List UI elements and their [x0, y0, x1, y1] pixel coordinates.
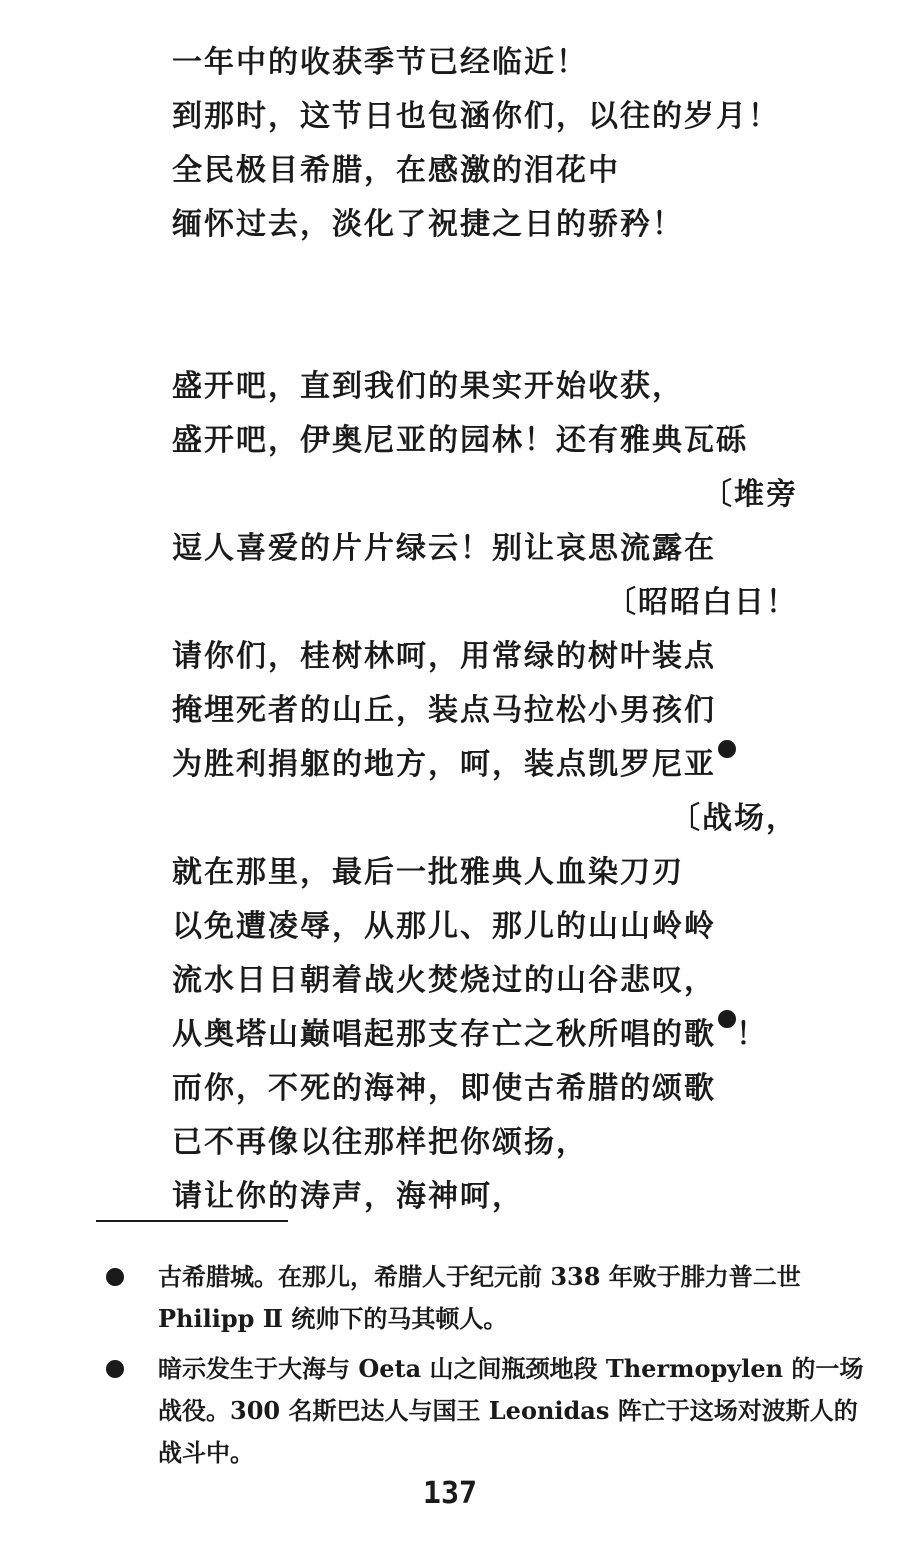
poem-line-continuation: 〔昭昭白日！: [606, 585, 798, 620]
footnote-text: 古希腊城。在那儿，希腊人于纪元前 338 年败于腓力普二世 Philipp Ⅱ 统帅下的马其顿人。: [158, 1262, 801, 1333]
poem-line-text: 为胜利捐躯的地方，呵，装点凯罗尼亚: [172, 747, 716, 782]
footnote-marker-icon: [718, 1010, 736, 1028]
footnotes: [104, 1256, 874, 1482]
footnote: [104, 1256, 874, 1340]
poem-line-with-note: [172, 1008, 832, 1062]
footnote-marker-icon: [106, 1360, 124, 1378]
poem-line: 缅怀过去，淡化了祝捷之日的骄矜！: [172, 207, 684, 242]
poem-line: 流水日日朝着战火焚烧过的山谷悲叹，: [172, 963, 716, 998]
footnote-marker-icon: [106, 1268, 124, 1286]
poem-line: 一年中的收获季节已经临近！: [172, 45, 588, 80]
poem-line-punctuation: ！: [736, 1017, 768, 1052]
poem-line-continuation: 〔堆旁: [702, 477, 798, 512]
poem-line-continuation: 〔战场，: [670, 801, 798, 836]
poem-line: 到那时，这节日也包涵你们，以往的岁月！: [172, 99, 780, 134]
poem-line: 已不再像以往那样把你颂扬，: [172, 1125, 588, 1160]
footnote: [104, 1348, 874, 1474]
stanza-break: [172, 252, 832, 360]
footnote-text: 暗示发生于大海与 Oeta 山之间瓶颈地段 Thermopylen 的一场战役。300 名斯巴达人与国王 Leonidas 阵亡于这场对波斯人的战斗中。: [158, 1354, 864, 1467]
footnote-marker-icon: [718, 740, 736, 758]
page-number: 137: [422, 1476, 478, 1511]
poem-line: 盛开吧，伊奥尼亚的园林！还有雅典瓦砾: [172, 423, 748, 458]
poem-line: 而你，不死的海神，即使古希腊的颂歌: [172, 1071, 716, 1106]
poem-line: 以免遭凌辱，从那儿、那儿的山山岭岭: [172, 909, 716, 944]
poem-line-text: 从奥塔山巅唱起那支存亡之秋所唱的歌: [172, 1017, 716, 1052]
poem-line: 请让你的涛声，海神呵，: [172, 1179, 524, 1214]
poem-text: [172, 36, 832, 1224]
poem-line: 就在那里，最后一批雅典人血染刀刃: [172, 855, 684, 890]
footnote-divider: [96, 1220, 288, 1222]
poem-line: 逗人喜爱的片片绿云！别让哀思流露在: [172, 531, 716, 566]
poem-line: 请你们，桂树林呵，用常绿的树叶装点: [172, 639, 716, 674]
poem-line: 盛开吧，直到我们的果实开始收获，: [172, 369, 684, 404]
poem-line: 掩埋死者的山丘，装点马拉松小男孩们: [172, 693, 716, 728]
poem-line-with-note: [172, 738, 832, 792]
poem-line: 全民极目希腊，在感激的泪花中: [172, 153, 620, 188]
